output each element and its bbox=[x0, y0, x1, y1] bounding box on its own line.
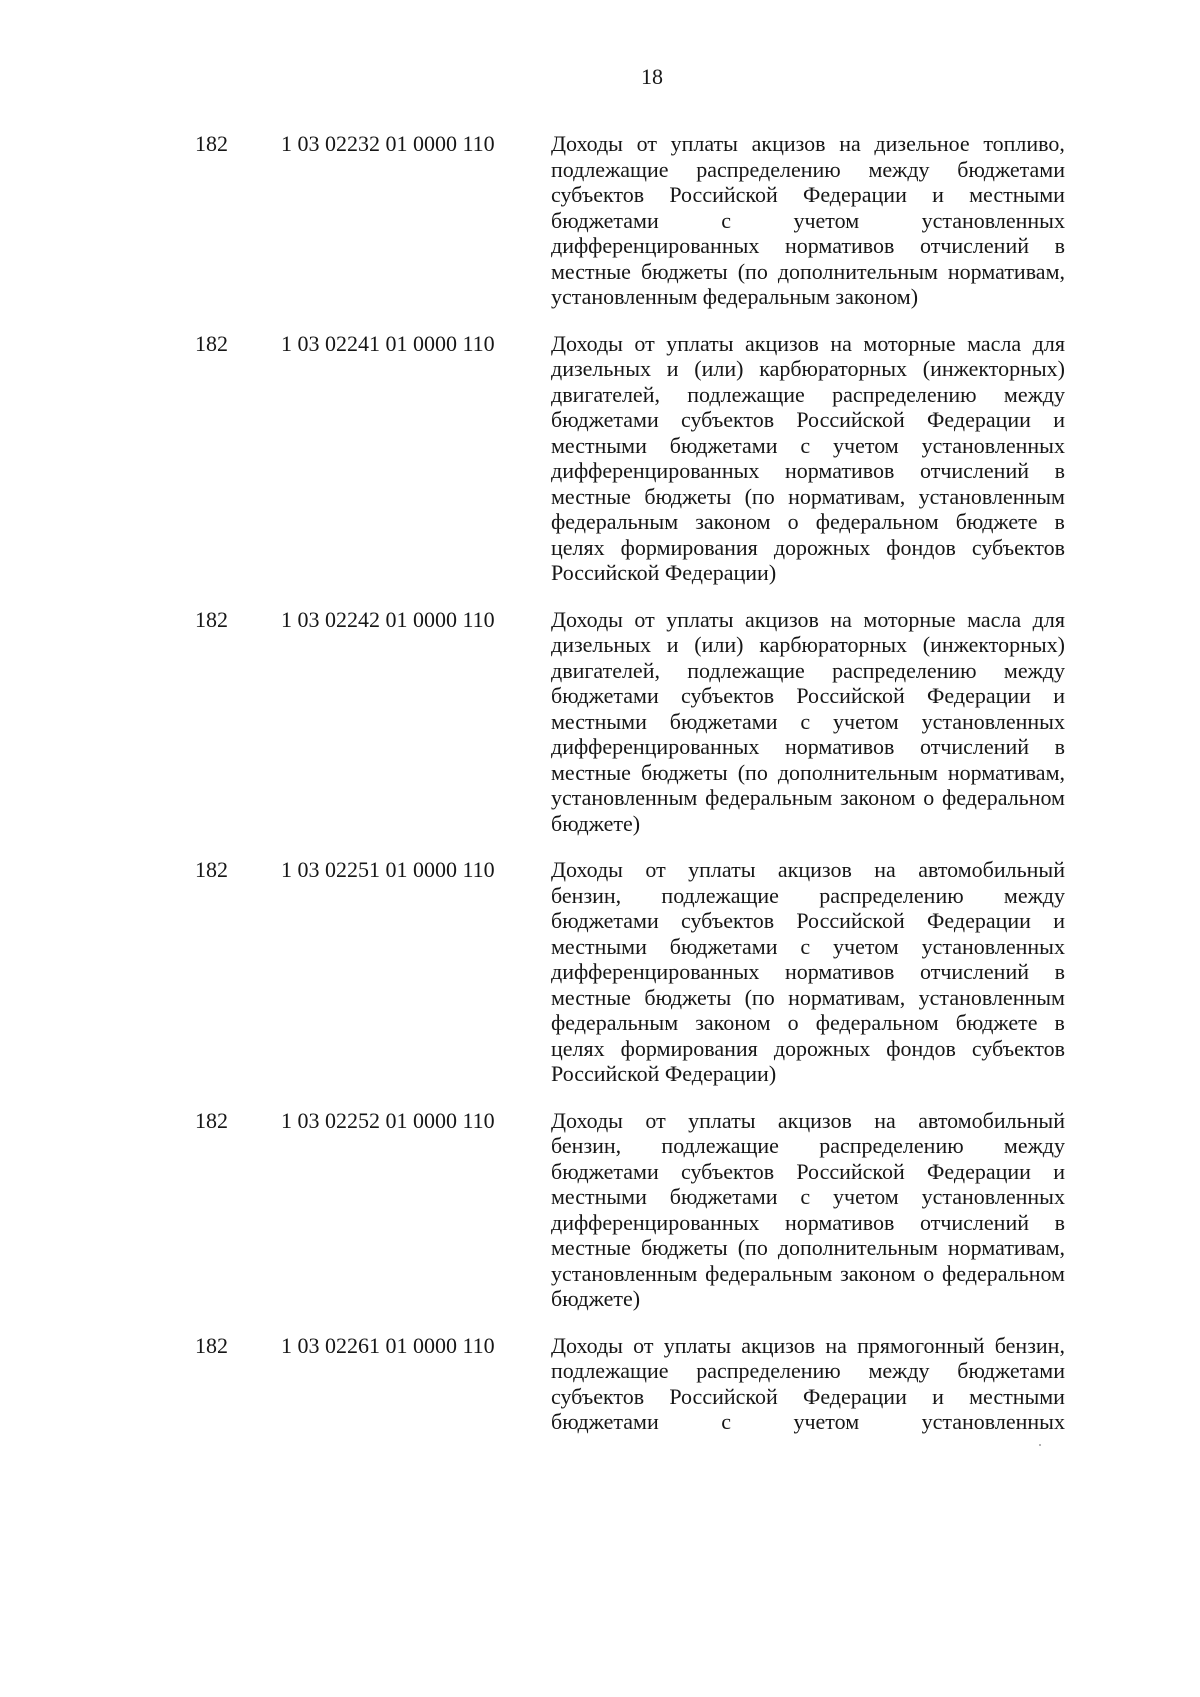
word: местные bbox=[551, 258, 631, 284]
table-row bbox=[195, 1108, 1065, 1312]
word: нормативам, bbox=[788, 984, 906, 1010]
word: в bbox=[1054, 959, 1065, 984]
word: дорожных bbox=[773, 1035, 871, 1061]
description-line bbox=[551, 1409, 1065, 1435]
word: установленным bbox=[551, 785, 698, 810]
word: нормативов bbox=[784, 233, 895, 258]
word: между bbox=[868, 156, 930, 182]
word: акцизов bbox=[741, 1332, 816, 1358]
word: отчислений bbox=[920, 458, 1029, 483]
word: установленных bbox=[921, 1184, 1065, 1209]
word: и bbox=[1053, 1158, 1065, 1184]
description-line bbox=[551, 182, 1065, 208]
description-line bbox=[551, 1159, 1065, 1185]
word: и bbox=[932, 1383, 944, 1409]
word: отчислений bbox=[920, 1209, 1029, 1235]
description-line bbox=[551, 1036, 1065, 1062]
word: и bbox=[932, 182, 944, 207]
word: (инжекторных) bbox=[922, 632, 1065, 657]
description-line bbox=[551, 632, 1065, 658]
word: масла bbox=[967, 330, 1022, 356]
word: Федерации bbox=[927, 407, 1031, 432]
word: нормативам, bbox=[788, 483, 906, 509]
word: на bbox=[830, 330, 852, 356]
administrator-code: 182 bbox=[195, 857, 228, 882]
word: распределению bbox=[696, 1358, 841, 1383]
word: Федерации bbox=[802, 1383, 907, 1409]
word: установленным bbox=[918, 483, 1065, 509]
word: и bbox=[1053, 908, 1065, 933]
description-line: установленным федеральным законом) bbox=[551, 284, 919, 309]
administrator-code: 182 bbox=[195, 131, 228, 156]
word: местные bbox=[551, 759, 631, 785]
description-line bbox=[551, 484, 1065, 510]
word: на bbox=[825, 1332, 847, 1358]
word: распределению bbox=[832, 381, 977, 407]
budget-classification-code: 1 03 02232 01 0000 110 bbox=[281, 131, 495, 156]
word: федеральным bbox=[705, 785, 833, 810]
word: отчислений bbox=[920, 734, 1029, 759]
administrator-code: 182 bbox=[195, 1332, 228, 1358]
word: нормативов bbox=[784, 734, 895, 759]
word: субъектов bbox=[681, 407, 775, 432]
description-line bbox=[551, 1210, 1065, 1236]
word: распределению bbox=[819, 1133, 964, 1158]
word: распределению bbox=[832, 657, 977, 683]
word: бюджетами bbox=[551, 908, 659, 933]
word: (или) bbox=[694, 356, 744, 381]
word: подлежащие bbox=[687, 657, 805, 683]
word: и bbox=[1053, 683, 1065, 708]
description-line: бюджете) bbox=[551, 810, 641, 836]
word: дифференцированных bbox=[551, 233, 760, 258]
word: Российской bbox=[669, 182, 778, 207]
description-line bbox=[551, 934, 1065, 960]
word: от bbox=[645, 1107, 666, 1133]
word: в bbox=[1054, 458, 1065, 483]
word: федеральном bbox=[942, 785, 1065, 810]
description-line bbox=[551, 458, 1065, 484]
description-line bbox=[551, 985, 1065, 1011]
word: уплаты bbox=[666, 330, 734, 356]
word: от bbox=[636, 131, 657, 156]
budget-classification-code: 1 03 02251 01 0000 110 bbox=[281, 857, 495, 882]
word: о bbox=[923, 1260, 935, 1286]
word: нормативам, bbox=[947, 258, 1065, 284]
word: между bbox=[1003, 1133, 1065, 1158]
word: бюджетами bbox=[551, 407, 659, 432]
word: Российской bbox=[796, 683, 905, 708]
word: бюджеты bbox=[640, 759, 728, 785]
word: подлежащие bbox=[687, 381, 805, 407]
table-row bbox=[195, 607, 1065, 837]
word: акцизов bbox=[777, 857, 852, 882]
word: для bbox=[1032, 606, 1065, 632]
administrator-code: 182 bbox=[195, 330, 228, 356]
description-line bbox=[551, 760, 1065, 786]
word: уплаты bbox=[666, 606, 734, 632]
administrator-code: 182 bbox=[195, 606, 228, 632]
description-line bbox=[551, 1384, 1065, 1410]
word: дифференцированных bbox=[551, 959, 760, 984]
word: целях bbox=[551, 1035, 605, 1061]
word: Российской bbox=[669, 1383, 778, 1409]
word: двигателей, bbox=[551, 381, 660, 407]
word: местными bbox=[969, 182, 1065, 207]
income-description bbox=[551, 331, 1065, 586]
word: нормативам, bbox=[947, 759, 1065, 785]
income-description bbox=[551, 1108, 1065, 1312]
word: подлежащие bbox=[661, 882, 779, 908]
word: местные bbox=[551, 483, 631, 509]
word: в bbox=[1054, 233, 1065, 258]
word: Доходы bbox=[551, 1332, 623, 1358]
word: Федерации bbox=[927, 683, 1031, 708]
description-line bbox=[551, 1333, 1065, 1359]
budget-classification-code: 1 03 02242 01 0000 110 bbox=[281, 606, 495, 632]
description-line bbox=[551, 857, 1065, 883]
word: бюджетами bbox=[669, 933, 778, 959]
word: акцизов bbox=[745, 330, 819, 356]
description-line bbox=[551, 1108, 1065, 1134]
word: (или) bbox=[694, 632, 744, 657]
description-line bbox=[551, 908, 1065, 934]
description-line bbox=[551, 1010, 1065, 1036]
word: бюджеты bbox=[640, 1235, 728, 1260]
word: установленным bbox=[551, 1260, 698, 1286]
word: бензин, bbox=[551, 882, 622, 908]
word: подлежащие bbox=[661, 1133, 779, 1158]
description-line bbox=[551, 709, 1065, 735]
word: учетом bbox=[833, 708, 899, 734]
word: установленных bbox=[921, 708, 1065, 734]
word: местные bbox=[551, 984, 631, 1010]
word: распределению bbox=[696, 156, 841, 182]
word: дополнительным bbox=[777, 1235, 938, 1260]
word: Доходы bbox=[551, 606, 623, 632]
word: масла bbox=[967, 606, 1022, 632]
word: от bbox=[645, 857, 666, 882]
table-row bbox=[195, 1333, 1065, 1435]
word: между bbox=[1003, 657, 1065, 683]
word: дифференцированных bbox=[551, 1209, 760, 1235]
word: на bbox=[839, 131, 861, 156]
word: и bbox=[666, 356, 679, 381]
word: дизельных bbox=[551, 356, 651, 381]
budget-classification-code: 1 03 02241 01 0000 110 bbox=[281, 330, 495, 356]
word: учетом bbox=[793, 207, 860, 233]
word: бензин, bbox=[551, 1133, 622, 1158]
word: субъектов bbox=[551, 1383, 645, 1409]
word: с bbox=[721, 1409, 731, 1434]
word: субъектов bbox=[681, 683, 775, 708]
word: (по bbox=[737, 759, 768, 785]
word: нормативам, bbox=[947, 1235, 1065, 1260]
word: (по bbox=[744, 483, 775, 509]
word: учетом bbox=[833, 933, 899, 959]
income-description bbox=[551, 131, 1065, 310]
description-line bbox=[551, 1261, 1065, 1287]
word: (по bbox=[737, 258, 768, 284]
word: субъектов bbox=[971, 534, 1065, 560]
word: на bbox=[874, 1107, 896, 1133]
word: в bbox=[1054, 1010, 1065, 1035]
description-line bbox=[551, 683, 1065, 709]
word: автомобильный bbox=[918, 1107, 1065, 1133]
description-line bbox=[551, 157, 1065, 183]
word: федеральном bbox=[815, 1010, 939, 1035]
description-line bbox=[551, 433, 1065, 459]
word: установленных bbox=[921, 1409, 1065, 1434]
description-line bbox=[551, 883, 1065, 909]
income-codes-table bbox=[195, 131, 1065, 1456]
word: фондов bbox=[886, 534, 956, 560]
word: установленных bbox=[921, 207, 1065, 233]
description-line: Российской Федерации) bbox=[551, 560, 777, 585]
description-line: бюджете) bbox=[551, 1286, 641, 1311]
word: и bbox=[666, 632, 679, 657]
word: автомобильный bbox=[918, 857, 1065, 882]
word: установленных bbox=[921, 432, 1065, 458]
word: федеральном bbox=[942, 1260, 1065, 1286]
word: целях bbox=[551, 534, 605, 560]
word: от bbox=[634, 330, 655, 356]
word: бюджетами bbox=[551, 207, 659, 233]
word: в bbox=[1054, 734, 1065, 759]
word: местными bbox=[551, 708, 647, 734]
word: отчислений bbox=[920, 233, 1029, 258]
word: бюджетами bbox=[957, 156, 1065, 182]
word: нормативов bbox=[784, 1209, 895, 1235]
word: моторные bbox=[863, 606, 956, 632]
word: в bbox=[1054, 509, 1065, 534]
word: (по bbox=[744, 984, 775, 1010]
word: Федерации bbox=[927, 1158, 1031, 1184]
word: Доходы bbox=[551, 1107, 623, 1133]
word: отчислений bbox=[920, 959, 1029, 984]
scan-speck bbox=[1039, 1444, 1041, 1446]
description-line bbox=[551, 658, 1065, 684]
word: фондов bbox=[886, 1035, 956, 1061]
word: карбюраторных bbox=[759, 356, 908, 381]
word: учетом bbox=[793, 1409, 860, 1434]
word: с bbox=[800, 1184, 811, 1209]
description-line bbox=[551, 233, 1065, 259]
word: между bbox=[868, 1358, 930, 1383]
page-number: 18 bbox=[641, 64, 663, 89]
word: о bbox=[787, 1010, 799, 1035]
word: бюджеты bbox=[644, 483, 732, 509]
word: формирования bbox=[620, 534, 758, 560]
word: с bbox=[800, 432, 811, 458]
word: бюджеты bbox=[640, 258, 728, 284]
word: на bbox=[874, 857, 896, 882]
word: бюджетами bbox=[957, 1358, 1065, 1383]
word: с bbox=[721, 207, 731, 233]
word: субъектов bbox=[681, 908, 775, 933]
word: бюджетами bbox=[669, 432, 778, 458]
word: карбюраторных bbox=[759, 632, 908, 657]
income-description bbox=[551, 607, 1065, 837]
word: Российской bbox=[796, 407, 905, 432]
word: бюджетами bbox=[669, 1184, 778, 1209]
description-line bbox=[551, 734, 1065, 760]
word: законом bbox=[840, 785, 916, 810]
word: законом bbox=[840, 1260, 916, 1286]
word: Российской bbox=[796, 1158, 905, 1184]
income-description bbox=[551, 1333, 1065, 1435]
word: уплаты bbox=[688, 857, 756, 882]
word: субъектов bbox=[681, 1158, 775, 1184]
word: дополнительным bbox=[777, 759, 938, 785]
budget-classification-code: 1 03 02252 01 0000 110 bbox=[281, 1107, 495, 1133]
budget-classification-code: 1 03 02261 01 0000 110 bbox=[281, 1332, 495, 1358]
word: бюджетами bbox=[551, 1409, 659, 1434]
word: установленным bbox=[918, 984, 1065, 1010]
word: федеральным bbox=[551, 509, 679, 534]
word: акцизов bbox=[751, 131, 826, 156]
word: акцизов bbox=[745, 606, 819, 632]
word: местными bbox=[551, 1184, 647, 1209]
word: уплаты bbox=[670, 131, 738, 156]
word: бюджеты bbox=[644, 984, 732, 1010]
word: учетом bbox=[833, 432, 899, 458]
word: Федерации bbox=[927, 908, 1031, 933]
description-line bbox=[551, 331, 1065, 357]
description-line bbox=[551, 259, 1065, 285]
description-line bbox=[551, 208, 1065, 234]
word: распределению bbox=[819, 882, 964, 908]
word: дополнительным bbox=[777, 258, 938, 284]
word: дизельное bbox=[874, 131, 970, 156]
word: акцизов bbox=[777, 1107, 852, 1133]
word: подлежащие bbox=[551, 1358, 669, 1383]
word: двигателей, bbox=[551, 657, 660, 683]
table-row bbox=[195, 131, 1065, 310]
word: прямогонный bbox=[857, 1332, 985, 1358]
table-row bbox=[195, 857, 1065, 1087]
word: бюджете bbox=[955, 1010, 1038, 1035]
administrator-code: 182 bbox=[195, 1107, 228, 1133]
income-description bbox=[551, 857, 1065, 1087]
word: уплаты bbox=[663, 1332, 732, 1358]
description-line bbox=[551, 1184, 1065, 1210]
description-line bbox=[551, 785, 1065, 811]
word: с bbox=[800, 708, 811, 734]
word: местными bbox=[551, 933, 647, 959]
word: местными bbox=[969, 1383, 1065, 1409]
word: Доходы bbox=[551, 131, 623, 156]
word: бюджетами bbox=[551, 683, 659, 708]
word: для bbox=[1032, 330, 1065, 356]
word: нормативов bbox=[784, 458, 895, 483]
word: субъектов bbox=[551, 182, 645, 207]
description-line bbox=[551, 535, 1065, 561]
word: в bbox=[1054, 1209, 1065, 1235]
word: о bbox=[923, 785, 935, 810]
description-line bbox=[551, 407, 1065, 433]
word: дифференцированных bbox=[551, 458, 760, 483]
word: местными bbox=[551, 432, 647, 458]
description-line bbox=[551, 356, 1065, 382]
word: от bbox=[634, 606, 655, 632]
word: подлежащие bbox=[551, 156, 669, 182]
word: бюджете bbox=[955, 509, 1038, 534]
word: между bbox=[1003, 882, 1065, 908]
word: моторные bbox=[863, 330, 956, 356]
word: бюджетами bbox=[669, 708, 778, 734]
description-line bbox=[551, 1133, 1065, 1159]
description-line bbox=[551, 1235, 1065, 1261]
word: Российской bbox=[796, 908, 905, 933]
word: (по bbox=[737, 1235, 768, 1260]
word: Федерации bbox=[802, 182, 907, 207]
word: дифференцированных bbox=[551, 734, 760, 759]
word: установленных bbox=[921, 933, 1065, 959]
description-line bbox=[551, 1358, 1065, 1384]
word: федеральным bbox=[705, 1260, 833, 1286]
word: субъектов bbox=[971, 1035, 1065, 1061]
description-line bbox=[551, 607, 1065, 633]
word: законом bbox=[695, 1010, 771, 1035]
word: бензин, bbox=[994, 1332, 1065, 1358]
word: с bbox=[800, 933, 811, 959]
word: нормативов bbox=[784, 959, 895, 984]
word: Доходы bbox=[551, 857, 623, 882]
word: федеральным bbox=[551, 1010, 679, 1035]
word: дизельных bbox=[551, 632, 651, 657]
description-line bbox=[551, 959, 1065, 985]
word: на bbox=[830, 606, 852, 632]
description-line bbox=[551, 382, 1065, 408]
word: федеральном bbox=[815, 509, 939, 534]
table-row bbox=[195, 331, 1065, 586]
word: местные bbox=[551, 1235, 631, 1260]
word: уплаты bbox=[688, 1107, 756, 1133]
word: бюджетами bbox=[551, 1158, 659, 1184]
description-line: Российской Федерации) bbox=[551, 1061, 777, 1086]
word: формирования bbox=[620, 1035, 758, 1061]
word: учетом bbox=[833, 1184, 899, 1209]
word: (инжекторных) bbox=[922, 356, 1065, 381]
word: от bbox=[633, 1332, 654, 1358]
word: топливо, bbox=[983, 131, 1065, 156]
word: законом bbox=[695, 509, 771, 534]
word: о bbox=[787, 509, 799, 534]
word: и bbox=[1053, 407, 1065, 432]
description-line bbox=[551, 509, 1065, 535]
word: между bbox=[1003, 381, 1065, 407]
description-line bbox=[551, 131, 1065, 157]
word: дорожных bbox=[773, 534, 871, 560]
word: Доходы bbox=[551, 330, 623, 356]
